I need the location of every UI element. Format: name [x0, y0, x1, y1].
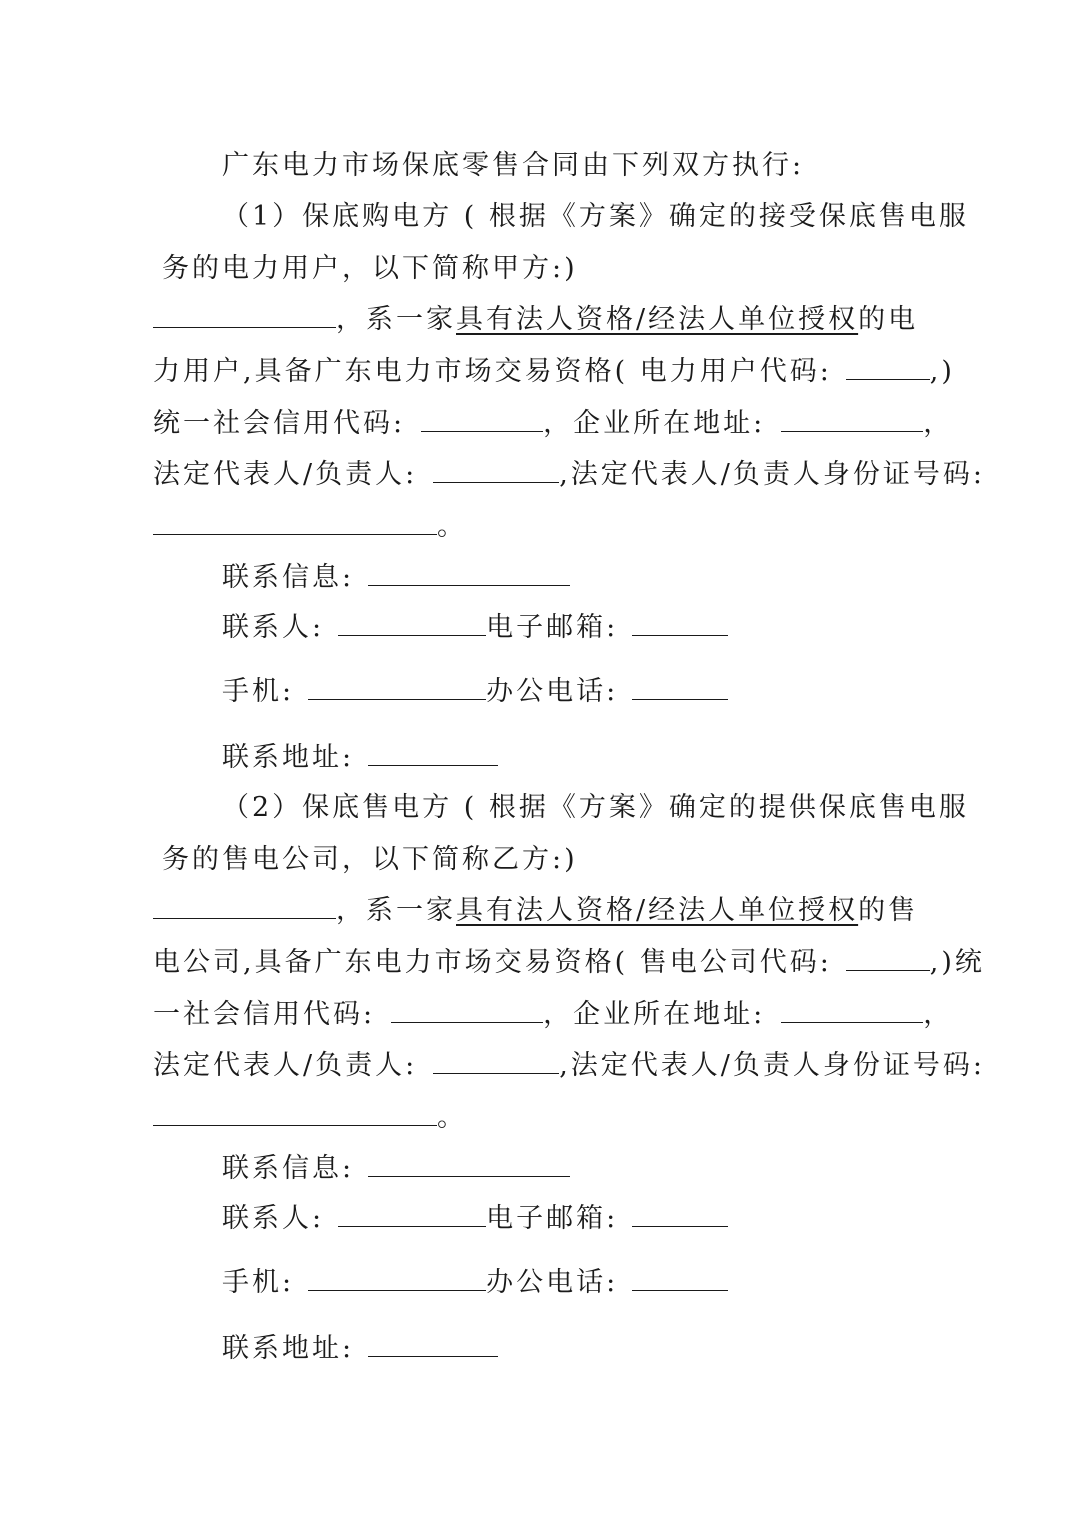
party-a-line2-suffix: ,): [929, 356, 955, 387]
party-b-email-blank[interactable]: [632, 1200, 728, 1227]
party-a-qualification-line: [153, 352, 955, 392]
party-b-entity-tail: 的售: [858, 895, 919, 926]
party-b-comma: ，: [923, 999, 954, 1030]
party-b-company-code-label: 电公司,具备广东电力市场交易资格( 售电公司代码:: [153, 947, 832, 978]
party-b-heading-1: （2）保底售电方 ( 根据《方案》确定的提供保底售电服: [222, 792, 969, 823]
party-b-contact-info-line: [222, 1149, 570, 1189]
party-a-heading-2: 务的电力用户，以下简称甲方:): [162, 253, 578, 284]
party-a-mobile-blank[interactable]: [308, 673, 486, 700]
party-b-entity-qualification: 具有法人资格/经法人单位授权: [456, 895, 859, 926]
party-a-contact-info-line: [222, 558, 570, 598]
party-b-credit-code-label: 一社会信用代码:: [153, 999, 376, 1030]
party-b-office-phone-blank[interactable]: [632, 1264, 728, 1291]
party-a-legal-rep-line: [153, 455, 985, 495]
party-b-email-label: 电子邮箱:: [486, 1203, 619, 1234]
party-b-mobile-blank[interactable]: [308, 1264, 486, 1291]
party-a-name-blank[interactable]: [153, 301, 336, 328]
party-a-comma: ，: [923, 408, 954, 439]
party-b-id-label: ,法定代表人/负责人身份证号码:: [559, 1050, 985, 1081]
party-a-legal-rep-label: 法定代表人/负责人:: [153, 459, 418, 490]
party-b-heading-2: 务的售电公司，以下简称乙方:): [162, 844, 578, 875]
party-b-id-line: [153, 1098, 467, 1138]
party-a-id-line: [153, 507, 467, 547]
party-b-credit-code-blank[interactable]: [391, 996, 543, 1023]
party-a-office-phone-label: 办公电话:: [486, 676, 619, 707]
party-a-legal-rep-blank[interactable]: [433, 456, 559, 483]
party-b-contact-info-blank[interactable]: [368, 1150, 570, 1177]
party-a-contact-person-label: 联系人:: [222, 612, 325, 643]
party-b-entity-mid: ，系一家: [336, 895, 456, 926]
party-b-address-line: [222, 1329, 498, 1369]
party-b-id-blank[interactable]: [153, 1099, 437, 1126]
party-a-credit-code-blank[interactable]: [421, 405, 543, 432]
party-b-mobile-label: 手机:: [222, 1267, 295, 1298]
party-a-email-blank[interactable]: [632, 609, 728, 636]
party-a-id-blank[interactable]: [153, 508, 437, 535]
party-b-legal-rep-line: [153, 1046, 985, 1086]
party-b-name-blank[interactable]: [153, 892, 336, 919]
party-a-address-blank[interactable]: [781, 405, 923, 432]
party-a-mobile-label: 手机:: [222, 676, 295, 707]
party-a-credit-code-label: 统一社会信用代码:: [153, 408, 406, 439]
party-b-credit-line: [153, 995, 953, 1035]
party-a-email-label: 电子邮箱:: [486, 612, 619, 643]
party-a-entity-tail: 的电: [858, 304, 919, 335]
party-a-phone-line: [222, 672, 728, 712]
party-a-address-line: [222, 738, 498, 778]
party-a-contact-info-blank[interactable]: [368, 559, 570, 586]
party-b-contact-address-label: 联系地址:: [222, 1333, 355, 1364]
intro-line: 广东电力市场保底零售合同由下列双方执行:: [222, 150, 805, 181]
party-b-contact-person-line: [222, 1199, 728, 1239]
party-a-entity-qualification: 具有法人资格/经法人单位授权: [456, 304, 859, 335]
party-a-user-code-label: 力用户,具备广东电力市场交易资格( 电力用户代码:: [153, 356, 832, 387]
party-b-contact-info-label: 联系信息:: [222, 1153, 355, 1184]
party-a-office-phone-blank[interactable]: [632, 673, 728, 700]
party-b-address-blank[interactable]: [781, 996, 923, 1023]
party-a-user-code-blank[interactable]: [846, 353, 930, 380]
party-b-period: 。: [437, 1102, 467, 1133]
party-b-office-phone-label: 办公电话:: [486, 1267, 619, 1298]
party-b-contact-person-label: 联系人:: [222, 1203, 325, 1234]
party-b-address-label: ，企业所在地址:: [543, 999, 766, 1030]
party-a-contact-address-blank[interactable]: [368, 739, 498, 766]
party-a-period: 。: [437, 511, 467, 542]
party-a-contact-address-label: 联系地址:: [222, 742, 355, 773]
party-a-contact-person-line: [222, 608, 728, 648]
party-a-contact-info-label: 联系信息:: [222, 562, 355, 593]
party-b-entity-line: [153, 891, 918, 931]
party-a-address-label: ，企业所在地址:: [543, 408, 766, 439]
party-b-legal-rep-label: 法定代表人/负责人:: [153, 1050, 418, 1081]
party-a-entity-mid: ，系一家: [336, 304, 456, 335]
party-b-company-code-blank[interactable]: [846, 944, 930, 971]
party-a-entity-line: [153, 300, 918, 340]
party-a-contact-person-blank[interactable]: [338, 609, 486, 636]
party-a-id-label: ,法定代表人/负责人身份证号码:: [559, 459, 985, 490]
party-b-line2-suffix: ,)统: [929, 947, 985, 978]
party-a-heading-1: （1）保底购电方 ( 根据《方案》确定的接受保底售电服: [222, 201, 969, 232]
party-b-qualification-line: [153, 943, 985, 983]
party-b-contact-person-blank[interactable]: [338, 1200, 486, 1227]
party-b-phone-line: [222, 1263, 728, 1303]
party-a-credit-line: [153, 404, 953, 444]
party-b-contact-address-blank[interactable]: [368, 1330, 498, 1357]
party-b-legal-rep-blank[interactable]: [433, 1047, 559, 1074]
